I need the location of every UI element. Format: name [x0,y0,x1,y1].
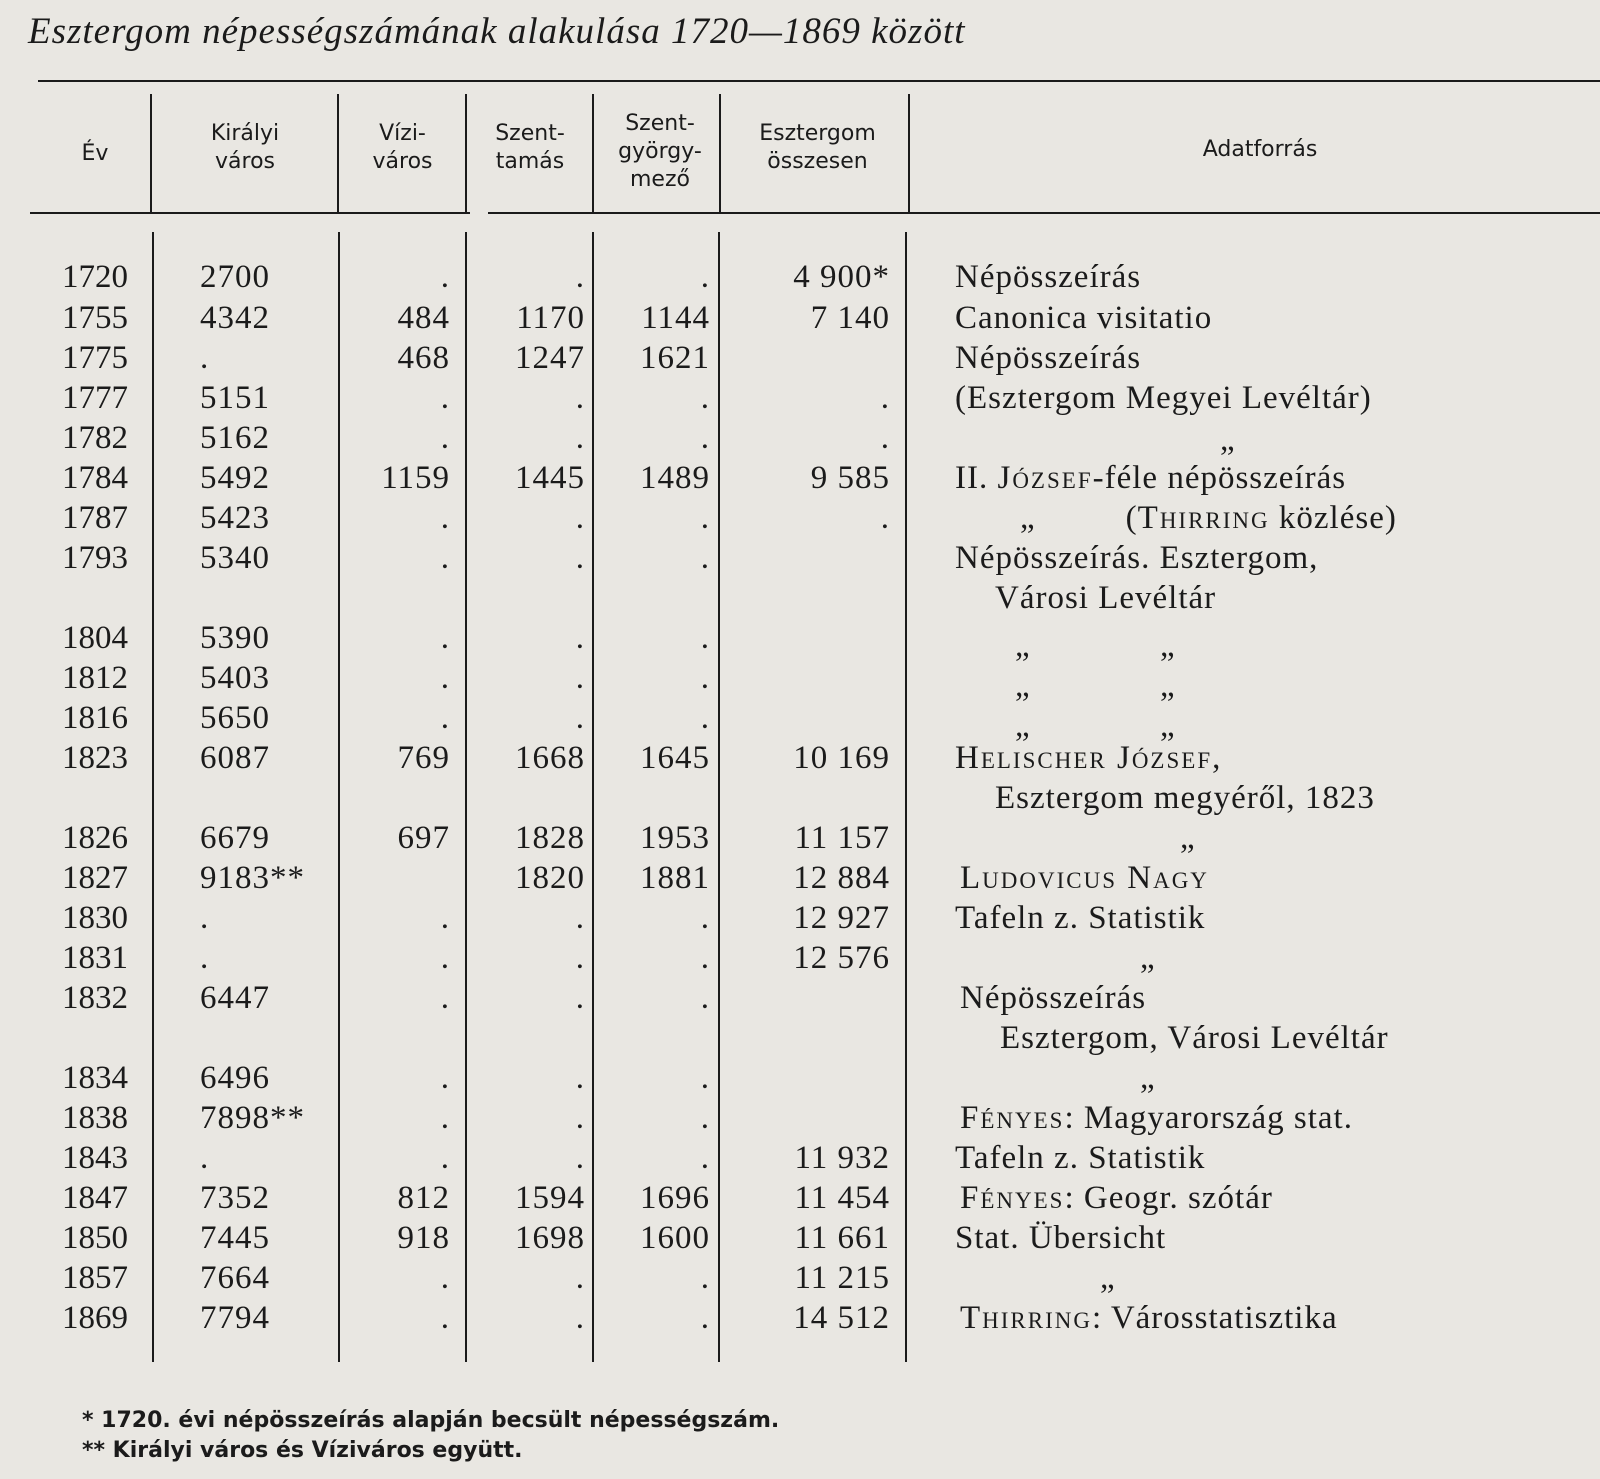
source-entry: „ [1100,1260,1116,1296]
cell-vizi: 468 [397,340,450,376]
cell-szenttamas: . [575,380,585,416]
source-text: Thirring [1137,500,1270,536]
cell-vizi: . [440,900,450,936]
source-text: : Geogr. szótár [1064,1180,1273,1216]
cell-ev: 1804 [62,620,128,656]
cell-vizi: 1159 [381,460,450,496]
cell-osszesen: 10 169 [793,740,890,776]
cell-szentgyorgy: 1696 [640,1180,710,1216]
source-entry: Népösszeírás [955,340,1142,376]
cell-vizi: . [440,380,450,416]
cell-szenttamas: 1594 [515,1180,585,1216]
cell-szenttamas: . [575,420,585,456]
cell-szenttamas: . [575,1260,585,1296]
cell-ev: 1869 [62,1300,128,1336]
cell-szenttamas: . [575,1060,585,1096]
source-entry: Esztergom, Városi Levéltár [1000,1020,1389,1056]
cell-szentgyorgy: . [700,700,710,736]
cell-kiralyi: 2700 [200,259,270,295]
cell-osszesen: 12 927 [793,900,890,936]
cell-osszesen: 7 140 [810,300,890,336]
cell-ev: 1784 [62,460,128,496]
cell-kiralyi: 6447 [200,980,270,1016]
source-entry: Canonica visitatio [955,300,1213,336]
cell-osszesen: 12 884 [793,860,890,896]
cell-vizi: 918 [397,1220,450,1256]
cell-szentgyorgy: . [700,620,710,656]
cell-vizi: . [440,1100,450,1136]
cell-vizi: . [440,1260,450,1296]
source-entry: Helischer József, [955,740,1223,776]
cell-osszesen: 14 512 [793,1300,890,1336]
cell-ev: 1775 [62,340,128,376]
cell-szentgyorgy: . [700,900,710,936]
cell-szenttamas: 1668 [515,740,585,776]
cell-kiralyi: 5390 [200,620,270,656]
cell-szentgyorgy: 1621 [640,340,710,376]
cell-kiralyi: 7794 [200,1300,270,1336]
top-rule [38,80,1600,82]
cell-szentgyorgy: 1953 [640,820,710,856]
footnote-2: ** Királyi város és Víziváros együtt. [82,1438,523,1463]
cell-vizi: 484 [397,300,450,336]
cell-kiralyi: . [200,1140,210,1176]
cell-kiralyi: . [200,340,210,376]
cell-kiralyi: 5423 [200,500,270,536]
cell-ev: 1826 [62,820,128,856]
cell-vizi: 769 [397,740,450,776]
cell-szentgyorgy: 1881 [640,860,710,896]
cell-ev: 1755 [62,300,128,336]
cell-kiralyi: 5151 [200,380,270,416]
column-divider [718,232,720,1362]
cell-osszesen: 4 900* [793,259,890,295]
source-entry: Ludovicus Nagy [960,860,1209,896]
column-divider [592,94,594,214]
cell-kiralyi: 5650 [200,700,270,736]
column-divider [465,232,467,1362]
cell-szenttamas: . [575,500,585,536]
cell-kiralyi: 7898** [200,1100,305,1136]
cell-szenttamas: . [575,660,585,696]
cell-szenttamas: 1698 [515,1220,585,1256]
source-entry: „ [1015,668,1031,704]
source-text: : Magyarország stat. [1064,1100,1353,1136]
source-text: József [997,460,1093,496]
cell-osszesen: 11 157 [794,820,890,856]
cell-szentgyorgy: . [700,540,710,576]
source-entry: Népösszeírás [960,980,1147,1016]
cell-ev: 1793 [62,540,128,576]
cell-szenttamas: . [575,1100,585,1136]
cell-szentgyorgy: 1144 [641,300,710,336]
source-entry [960,1298,1338,1338]
cell-kiralyi: . [200,900,210,936]
footnote-1: * 1720. évi népösszeírás alapján becsült népességszám. [82,1408,780,1433]
cell-kiralyi: 5162 [200,420,270,456]
cell-vizi: 812 [397,1180,450,1216]
cell-szentgyorgy: . [700,380,710,416]
cell-ev: 1823 [62,740,128,776]
source-entry: „ [1015,628,1031,664]
cell-ev: 1843 [62,1140,128,1176]
cell-szenttamas: . [575,980,585,1016]
cell-szentgyorgy: 1645 [640,740,710,776]
cell-vizi: . [440,940,450,976]
cell-osszesen: . [880,380,890,416]
cell-szentgyorgy: . [700,500,710,536]
cell-szentgyorgy: . [700,980,710,1016]
cell-ev: 1834 [62,1060,128,1096]
source-text: „ [1020,500,1036,536]
cell-osszesen: . [880,420,890,456]
cell-szenttamas: . [575,700,585,736]
cell-szentgyorgy: 1489 [640,460,710,496]
cell-ev: 1831 [62,940,128,976]
cell-szentgyorgy: . [700,660,710,696]
source-entry: Stat. Übersicht [955,1220,1167,1256]
cell-ev: 1830 [62,900,128,936]
cell-kiralyi: 6679 [200,820,270,856]
cell-osszesen: 11 661 [794,1220,890,1256]
cell-vizi: . [440,980,450,1016]
source-entry: Városi Levéltár [995,580,1217,616]
source-entry: Népösszeírás. Esztergom, [955,540,1319,576]
cell-vizi: . [440,500,450,536]
source-entry [960,1178,1273,1218]
cell-kiralyi: 7445 [200,1220,270,1256]
cell-szentgyorgy: . [700,1300,710,1336]
cell-ev: 1787 [62,500,128,536]
header-szentgyorgy: Szent- györgy- mező [618,111,702,192]
source-entry: „ [1160,668,1176,704]
source-text: Fényes [960,1180,1065,1216]
cell-kiralyi: 5403 [200,660,270,696]
cell-ev: 1777 [62,380,128,416]
header-osszesen: Esztergom összesen [759,121,876,174]
header-bottom-rule-right [488,212,1600,214]
cell-szenttamas: . [575,940,585,976]
source-entry: „ [1220,422,1236,458]
cell-szenttamas: . [575,1300,585,1336]
cell-kiralyi: 7664 [200,1260,270,1296]
source-entry: „ [1140,940,1156,976]
cell-osszesen: 11 454 [794,1180,890,1216]
cell-szenttamas: 1170 [516,300,585,336]
cell-ev: 1832 [62,980,128,1016]
source-entry: Tafeln z. Statistik [955,1140,1206,1176]
cell-vizi: . [440,660,450,696]
cell-ev: 1827 [62,860,128,896]
cell-osszesen: 11 932 [794,1140,890,1176]
column-divider [337,94,339,214]
cell-szenttamas: . [575,1140,585,1176]
cell-vizi: . [440,1140,450,1176]
cell-szenttamas: . [575,259,585,295]
cell-osszesen: 12 576 [793,940,890,976]
cell-kiralyi: 6087 [200,740,270,776]
cell-ev: 1812 [62,660,128,696]
source-text: : Városstatisztika [1092,1300,1338,1336]
cell-kiralyi: 4342 [200,300,270,336]
cell-ev: 1850 [62,1220,128,1256]
cell-szenttamas: . [575,620,585,656]
page-title: Esztergom népességszámának alakulása 1720—1869 között [28,11,966,52]
column-divider [908,94,910,214]
source-entry: (Esztergom Megyei Levéltár) [955,380,1372,416]
cell-vizi: . [440,1060,450,1096]
cell-kiralyi: 7352 [200,1180,270,1216]
source-text: -féle népösszeírás [1092,460,1347,496]
source-entry: Népösszeírás [955,259,1142,295]
cell-szenttamas: 1828 [515,820,585,856]
column-divider [150,94,152,214]
cell-szenttamas: 1247 [515,340,585,376]
cell-kiralyi: 6496 [200,1060,270,1096]
cell-kiralyi: . [200,940,210,976]
cell-vizi: 697 [397,820,450,856]
cell-szenttamas: 1445 [515,460,585,496]
source-entry: Tafeln z. Statistik [955,900,1206,936]
cell-szentgyorgy: . [700,940,710,976]
source-entry [955,458,1346,498]
cell-szentgyorgy: 1600 [640,1220,710,1256]
header-ev: Év [81,141,109,166]
source-text: Thirring [960,1300,1092,1336]
cell-vizi: . [440,700,450,736]
column-divider [592,232,594,1362]
cell-szentgyorgy: . [700,1260,710,1296]
column-divider [719,94,721,214]
cell-szenttamas: 1820 [515,860,585,896]
source-entry: „ [1180,820,1196,856]
cell-osszesen: 9 585 [810,460,890,496]
header-vizi: Vízi- város [372,121,433,174]
cell-ev: 1720 [62,259,128,295]
cell-kiralyi: 5340 [200,540,270,576]
header-kiralyi: Királyi város [210,121,280,174]
header-bottom-rule-left [30,212,470,214]
cell-vizi: . [440,1300,450,1336]
cell-szentgyorgy: . [700,1100,710,1136]
cell-szentgyorgy: . [700,420,710,456]
cell-szentgyorgy: . [700,1140,710,1176]
source-entry: „ [1140,1060,1156,1096]
source-text: Fényes [960,1100,1065,1136]
cell-szenttamas: . [575,900,585,936]
source-entry [1020,498,1397,538]
source-text: ( [1125,500,1138,536]
header-szenttamas: Szent- tamás [495,121,565,174]
source-entry: „ [1160,708,1176,744]
cell-ev: 1857 [62,1260,128,1296]
source-text: II. [955,460,998,496]
column-divider [338,232,340,1362]
source-entry: „ [1015,708,1031,744]
cell-vizi: . [440,259,450,295]
column-divider [465,94,467,214]
source-entry: „ [1160,628,1176,664]
column-divider [152,232,154,1362]
cell-kiralyi: 9183** [200,860,305,896]
cell-ev: 1847 [62,1180,128,1216]
cell-ev: 1838 [62,1100,128,1136]
cell-szentgyorgy: . [700,259,710,295]
cell-vizi: . [440,540,450,576]
cell-ev: 1782 [62,420,128,456]
cell-kiralyi: 5492 [200,460,270,496]
header-forras: Adatforrás [1202,137,1318,162]
cell-szenttamas: . [575,540,585,576]
cell-vizi: . [440,420,450,456]
cell-szentgyorgy: . [700,1060,710,1096]
cell-ev: 1816 [62,700,128,736]
column-divider [905,232,907,1362]
cell-osszesen: . [880,500,890,536]
source-entry [960,1098,1353,1138]
cell-osszesen: 11 215 [794,1260,890,1296]
source-text: közlése) [1269,500,1397,536]
cell-vizi: . [440,620,450,656]
source-entry: Esztergom megyéről, 1823 [995,780,1375,816]
